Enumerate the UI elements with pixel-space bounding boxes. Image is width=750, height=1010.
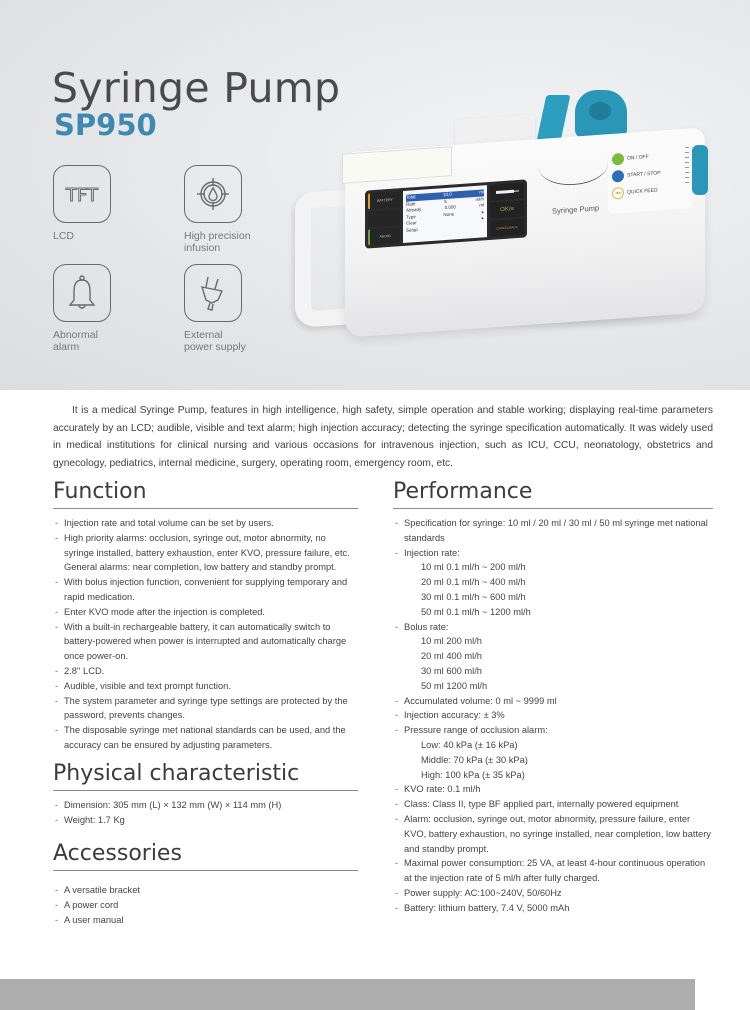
precision-target-icon <box>184 165 242 223</box>
physical-list <box>53 798 358 828</box>
lcd-screen <box>403 185 487 243</box>
device-brand-text: Syringe Pump <box>551 203 600 216</box>
rewind-icon: ◂◂ <box>612 187 624 200</box>
feature-lcd <box>53 165 193 242</box>
list-item: - Alarm: occlusion, syringe out, motor abnormity, pressure failure, enter KVO, battery exhaustion, no syringe installed, near completion, low battery and standby prompt. <box>393 812 713 856</box>
list-item: - KVO rate: 0.1 ml/h <box>393 782 713 797</box>
feature-label: Abnormal alarm <box>53 329 98 353</box>
sub-item: 10 ml 0.1 ml/h ~ 200 ml/h <box>421 562 526 573</box>
plunger-clamp <box>575 90 627 138</box>
battery-button: BATTERY <box>368 191 400 209</box>
screen-row: Already 0.000 ml <box>406 202 484 213</box>
screen-row: Clear ▸ <box>406 215 484 226</box>
list-item: - Injection rate: 10 ml 0.1 ml/h ~ 200 ml/h 20 ml 0.1 ml/h ~ 400 ml/h 30 ml 0.1 ml/h ~ 600 ml/h 50 ml 0.1 ml/h ~ 1200 ml/h <box>393 546 713 620</box>
power-icon <box>612 153 624 166</box>
sub-item: 50 ml 0.1 ml/h ~ 1200 ml/h <box>421 606 531 617</box>
feature-label: External power supply <box>184 329 246 353</box>
list-item: - Class: Class II, type BF applied part, internally powered equipment <box>393 797 713 812</box>
product-title: Syringe Pump <box>52 64 341 112</box>
status-leds <box>685 147 689 187</box>
hero-banner <box>0 0 750 390</box>
syringe-pump-illustration <box>290 85 750 345</box>
sub-item: 20 ml 0.1 ml/h ~ 400 ml/h <box>421 577 526 588</box>
section-title: Accessories <box>53 841 358 871</box>
list-item: - Maximal power consumption: 25 VA, at least 4-hour continuous operation at the injection rate of 5 ml/h after fully charged. <box>393 856 713 886</box>
list-item: - Specification for syringe: 10 ml / 20 ml / 30 ml / 50 ml syringe met national standards <box>393 516 713 546</box>
sub-item: 30 ml 0.1 ml/h ~ 600 ml/h <box>421 591 526 602</box>
list-item: - Injection rate and total volume can be set by users. <box>53 516 358 531</box>
screen-row: Rate 5 ml/h <box>406 195 484 207</box>
side-knob <box>692 145 708 195</box>
sub-item: High: 100 kPa (± 35 kPa) <box>421 769 525 780</box>
function-section <box>53 479 358 753</box>
list-item: - With a built-in rechargeable battery, it can automatically switch to battery-powered when power is interrupted and automatically charge once power-on. <box>53 620 358 664</box>
sub-item: Low: 40 kPa (± 16 kPa) <box>421 739 518 750</box>
feature-alarm <box>53 264 193 353</box>
performance-list <box>393 516 713 916</box>
list-item: - Bolus rate: 10 ml 200 ml/h 20 ml 400 ml/h 30 ml 600 ml/h 50 ml 1200 ml/h <box>393 620 713 694</box>
performance-section <box>393 479 713 916</box>
display-panel <box>365 179 527 248</box>
list-item: - Pressure range of occlusion alarm: Low: 40 kPa (± 16 kPa) Middle: 70 kPa (± 30 kPa) High: 100 kPa (± 35 kPa) <box>393 723 713 782</box>
ok-button: OK/≡ <box>490 201 524 219</box>
list-item: - The system parameter and syringe type settings are protected by the password, prevents changes. <box>53 694 358 724</box>
feature-label: LCD <box>53 230 75 242</box>
list-item: - Audible, visible and text prompt function. <box>53 679 358 694</box>
list-item: - A user manual <box>53 913 358 928</box>
list-item: - The disposable syringe met national standards can be used, and the accuracy can be ensured by adjusting parameters. <box>53 723 358 753</box>
sub-item: 50 ml 1200 ml/h <box>421 680 488 691</box>
sub-item: Middle: 70 kPa (± 30 kPa) <box>421 754 528 765</box>
accessories-section <box>53 841 358 927</box>
list-item: - Injection accuracy: ± 3% <box>393 708 713 723</box>
svg-text:TFT: TFT <box>65 185 99 205</box>
cancel-back-button: CANCEL/BACK <box>490 219 524 237</box>
audio-button: AUDIO <box>368 227 400 245</box>
list-item: - Battery: lithium battery, 7.4 V, 5000 mAh <box>393 901 713 916</box>
list-item: - A versatile bracket <box>53 883 358 898</box>
bell-icon <box>53 264 111 322</box>
section-title: Physical characteristic <box>53 761 358 791</box>
list-item: - Accumulated volume: 0 ml ~ 9999 ml <box>393 694 713 709</box>
sub-item: 10 ml 200 ml/h <box>421 636 482 647</box>
screen-row: Setup <box>406 226 418 233</box>
product-model: SP950 <box>54 108 157 142</box>
screen-row: Total 10.0 ml <box>406 189 484 200</box>
blank-button <box>368 209 400 227</box>
list-item: - Enter KVO mode after the injection is completed. <box>53 605 358 620</box>
screen-row: Type None ▸ <box>406 208 484 220</box>
list-item: - Dimension: 305 mm (L) × 132 mm (W) × 114 mm (H) <box>53 798 358 813</box>
accessories-list <box>53 883 358 927</box>
syringe-icon-button <box>490 183 524 201</box>
start-stop-button: START / STOP <box>612 164 692 184</box>
function-list <box>53 516 358 753</box>
list-item: - A power cord <box>53 898 358 913</box>
section-title: Performance <box>393 479 713 509</box>
intro-paragraph: It is a medical Syringe Pump, features in high intelligence, high safety, simple operation and stable working; displaying real-time parameters accurately by an LCD; audible, visible and text alarm; high injection accuracy; detecting the syringe specification automatically. It was widely used in medical institutions for clinical nursing and various occasions for intravenous injection, such as ICU, CCU, neonatology, obstetrics and gynecology, pediatrics, internal medicine, surgery, operating room, emergency room, etc. <box>53 405 713 469</box>
list-item: - Weight: 1.7 Kg <box>53 813 358 828</box>
sub-item: 30 ml 600 ml/h <box>421 665 482 676</box>
list-item: - High priority alarms: occlusion, syringe out, motor abnormity, no syringe installed, battery exhaustion, enter KVO, pressure failure, etc. General alarms: near completion, low battery and standby prompt. <box>53 531 358 575</box>
quick-feed-button: ◂◂ QUICK FEED <box>612 181 692 201</box>
plug-icon <box>184 264 242 322</box>
start-stop-icon <box>612 170 624 183</box>
control-buttons <box>608 144 692 214</box>
sub-item: 20 ml 400 ml/h <box>421 651 482 662</box>
tft-icon <box>53 165 111 223</box>
list-item: - With bolus injection function, convenient for supplying temporary and rapid medication. <box>53 575 358 605</box>
on-off-button: ON / OFF <box>612 147 692 167</box>
feature-label: High precision infusion <box>184 230 251 254</box>
section-title: Function <box>53 479 358 509</box>
physical-section <box>53 761 358 828</box>
footer-bar <box>0 979 695 1010</box>
list-item: - 2.8'' LCD. <box>53 664 358 679</box>
list-item: - Power supply: AC:100~240V, 50/60Hz <box>393 886 713 901</box>
